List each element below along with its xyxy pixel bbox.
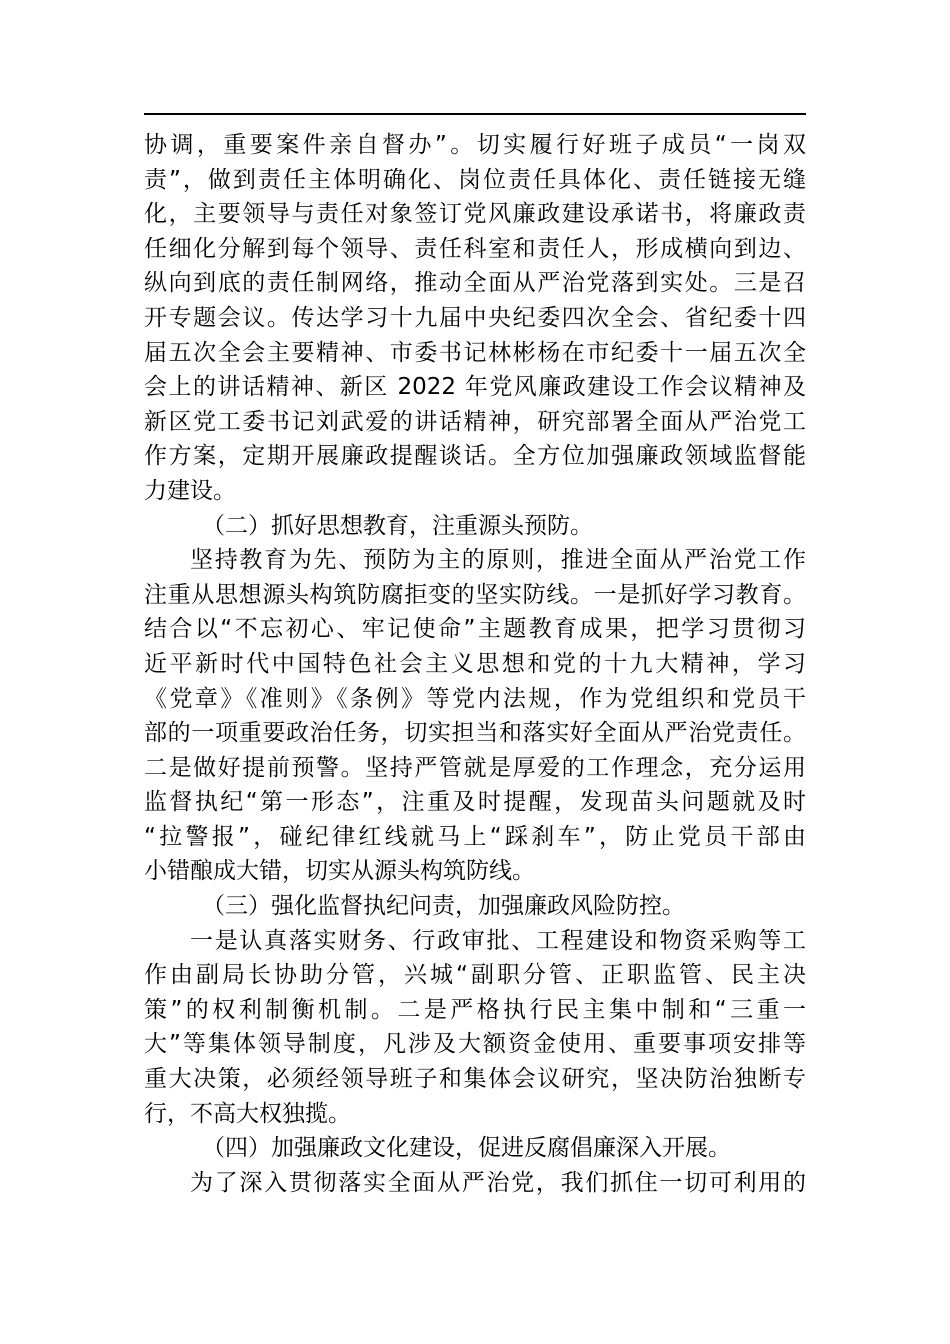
section-heading-3: [144, 889, 806, 924]
text-line: 《党章》《准则》《条例》等党内法规，作为党组织和党员干: [144, 685, 806, 712]
text-line: “拉警报”，碰纪律红线就马上“踩刹车”，防止党员干部由: [144, 823, 806, 850]
text-line: 一是认真落实财务、行政审批、工程建设和物资采购等工: [190, 927, 806, 954]
text-line: 会上的讲话精神、新区 2022 年党风廉政建设工作会议精神及: [144, 374, 806, 401]
text-line: 任细化分解到每个领导、责任科室和责任人，形成横向到边、: [144, 235, 806, 262]
text-line: 结合以“不忘初心、牢记使命”主题教育成果，把学习贯彻习: [144, 616, 806, 643]
text-line: 注重从思想源头构筑防腐拒变的坚实防线。一是抓好学习教育。: [144, 581, 806, 608]
text-line: 新区党工委书记刘武爱的讲话精神，研究部署全面从严治党工: [144, 408, 806, 435]
text-line: 监督执纪“第一形态”，注重及时提醒，发现苗头问题就及时: [144, 789, 806, 816]
text-line: 为了深入贯彻落实全面从严治党，我们抓住一切可利用的: [190, 1169, 806, 1196]
text-line: 届五次全会主要精神、市委书记林彬杨在市纪委十一届五次全: [144, 339, 806, 366]
text-line: 化，主要领导与责任对象签订党风廉政建设承诺书，将廉政责: [144, 201, 806, 228]
text-line: 二是做好提前预警。坚持严管就是厚爱的工作理念，充分运用: [144, 754, 806, 781]
text-line: 重大决策，必须经领导班子和集体会议研究，坚决防治独断专: [144, 1066, 806, 1093]
paragraph-culture: [144, 1166, 806, 1201]
text-line: 行，不高大权独揽。: [144, 1100, 351, 1127]
section-heading-2: [144, 509, 806, 544]
text-line: 作由副局长协助分管，兴城“副职分管、正职监管、民主决: [144, 962, 806, 989]
text-line: 作方案，定期开展廉政提醒谈话。全方位加强廉政领域监督能: [144, 443, 806, 470]
text-line: 协调，重要案件亲自督办”。切实履行好班子成员“一岗双: [144, 132, 806, 158]
heading-text: （四）加强廉政文化建设，促进反腐倡廉深入开展。: [202, 1135, 731, 1162]
text-line: 近平新时代中国特色社会主义思想和党的十九大精神，学习: [144, 650, 806, 677]
header-rule: [144, 113, 806, 115]
text-line: 策”的权利制衡机制。二是严格执行民主集中制和“三重一: [144, 996, 806, 1023]
document-body: [144, 128, 806, 1200]
text-line: 小错酿成大错，切实从源头构筑防线。: [144, 858, 535, 885]
paragraph-accountability: [144, 128, 806, 509]
text-line: 大”等集体领导制度，凡涉及大额资金使用、重要事项安排等: [144, 1031, 806, 1058]
text-line: 部的一项重要政治任务，切实担当和落实好全面从严治党责任。: [144, 720, 806, 747]
text-line: 坚持教育为先、预防为主的原则，推进全面从严治党工作: [190, 547, 806, 574]
text-line: 纵向到底的责任制网络，推动全面从严治党落到实处。三是召: [144, 270, 806, 297]
heading-text: （三）强化监督执纪问责，加强廉政风险防控。: [202, 893, 685, 920]
section-heading-4: [144, 1131, 806, 1166]
heading-text: （二）抓好思想教育，注重源头预防。: [202, 512, 593, 539]
text-line: 责”，做到责任主体明确化、岗位责任具体化、责任链接无缝: [144, 166, 806, 193]
paragraph-supervision: [144, 924, 806, 1132]
paragraph-education: [144, 543, 806, 889]
text-line: 开专题会议。传达学习十九届中央纪委四次全会、省纪委十四: [144, 304, 806, 331]
text-line: 力建设。: [144, 477, 236, 504]
